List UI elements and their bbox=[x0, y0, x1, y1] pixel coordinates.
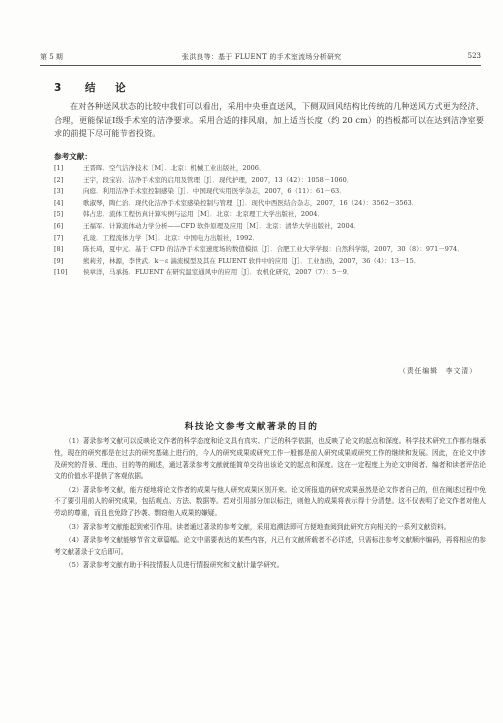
reference-text: 向庭．利用洁净手术室控制感染［J］．中国现代实用医学杂志，2007，6（11）：61－63． bbox=[83, 187, 346, 196]
reference-text: 王宇，段宝岩．洁净手术室的启用及管理［J］．现代护理，2007，13（42）：1058－1060． bbox=[83, 175, 354, 184]
reference-item bbox=[54, 221, 488, 233]
responsible-editor: （责任编辑 李文清） bbox=[399, 367, 477, 375]
issue-label: 第 5 期 bbox=[40, 53, 63, 61]
section-number: 3 bbox=[54, 82, 70, 94]
reference-item bbox=[54, 163, 488, 175]
reference-number: [1] bbox=[54, 164, 64, 172]
reference-item bbox=[54, 198, 488, 210]
references-heading: 参考文献： bbox=[54, 152, 92, 161]
reference-text: 歌淑琴，陶仁治．现代化洁净手术室感染控制与管理［J］．现代中西医结合杂志，2007，16（24）：3562－3563． bbox=[83, 198, 419, 207]
reference-text: 熊莉芳，林源，李世武．k－ε 湍流模型及其在 FLUENT 软件中的应用［J］．工业加热，2007，36（4）：13－15． bbox=[83, 256, 421, 265]
article-title: 科技论文参考文献著录的目的 bbox=[184, 422, 319, 432]
reference-text: 孔珑．工程流体力学［M］．北京：中国电力出版社，1992． bbox=[83, 233, 259, 242]
reference-text: 侯章洋，马承扬．FLUENT 在研究温室通风中的应用［J］．农机化研究，2007（7）：5－9． bbox=[83, 268, 354, 277]
reference-number: [9] bbox=[54, 256, 64, 265]
article-paragraph: （4）著录参考文献能够节省文章篇幅。论文中需要表达的某些内容，凡已有文献所载者不必详述，只需标注参考文献顺序编码，再将相应的参考文献著录于文后即可。 bbox=[54, 535, 486, 556]
reference-text: 陈长琦，夏中元．基于 CFD 的洁净手术室速度场的数值模拟［J］．合肥工业大学学报：自然科学版，2007，30（8）：971－974． bbox=[83, 245, 464, 254]
reference-text: 韩占忠．流体工程仿真计算实例与运用［M］．北京：北京理工大学出版社，2004． bbox=[83, 210, 324, 219]
section-title: 结 论 bbox=[84, 82, 134, 94]
reference-number: [5] bbox=[54, 210, 64, 219]
reference-item bbox=[54, 233, 488, 245]
reference-number: [7] bbox=[54, 233, 64, 242]
reference-list bbox=[54, 163, 488, 279]
reference-number: [3] bbox=[54, 187, 64, 196]
reference-text: 王晋晖．空气洁净技术［M］．北京：机械工业出版社，2006． bbox=[83, 164, 266, 172]
conclusion-paragraph: 在对各种送风状态的比较中我们可以看出，采用中央垂直送风，下侧双回风结构比传统的几种送风方式更为经济、合理，更能保证Ⅰ级手术室的洁净要求。采用合适的排风扇，加上适当长度（约 20 cm）的挡板都可以在达到洁净室要求的前提下尽可能节省投资。 bbox=[54, 101, 484, 139]
article-body bbox=[54, 436, 486, 573]
reference-text: 王福军．计算流体动力学分析——CFD 软件原理及应用［M］．北京：清华大学出版社，2004． bbox=[83, 221, 361, 230]
section-heading bbox=[54, 80, 134, 95]
article-paragraph: （1）著录参考文献可以反映论文作者的科学态度和论文具有真实、广泛的科学依据，也反映了论文的起点和深度。科学技术研究工作都有继承性，现在的研究都是在过去的研究基础上进行的，今人的研究成果或研究工作一般都是前人研究成果或研究工作的继续和发展。因此，在论文中涉及研究的背景、理由、目的等的阐述，通过著录参考文献就能简单交待出该论文的起点和深度。这在一定程度上为论文审阅者、编者和读者评估论文的价值水平提供了客观依据。 bbox=[54, 437, 486, 481]
reference-number: [4] bbox=[54, 198, 64, 207]
header-rule bbox=[40, 65, 481, 66]
reference-number: [6] bbox=[54, 221, 64, 230]
reference-item bbox=[54, 267, 488, 279]
page-number: 523 bbox=[467, 52, 481, 60]
reference-item bbox=[54, 175, 488, 187]
reference-item bbox=[54, 256, 488, 268]
reference-number: [10] bbox=[54, 268, 68, 277]
reference-number: [2] bbox=[54, 175, 64, 184]
running-title: 张洪良等：基于 FLUENT 的手术室流场分析研究 bbox=[182, 53, 342, 61]
article-paragraph: （2）著录参考文献，能方便地将论文作者的成果与他人研究成果区别开来。论文所报道的研究成果虽然是论文作者自己的，但在阐述过程中免不了要引用前人的研究成果，包括观点、方法、数据等。若对引用部分加以标注，则他人的成果将表示得十分清楚。这不仅表明了论文作者对他人劳动的尊重，而且也免除了抄袭、剽窃他人成果的嫌疑。 bbox=[54, 485, 486, 518]
reference-item bbox=[54, 244, 488, 256]
reference-item bbox=[54, 209, 488, 221]
reference-item bbox=[54, 186, 488, 198]
article-paragraph: （5）著录参考文献有助于科技情报人员进行情报研究和文献计量学研究。 bbox=[65, 560, 284, 569]
article-paragraph: （3）著录参考文献能起到索引作用。读者通过著录的参考文献，采用追溯法即可方便地查阅到此研究方向相关的一系列文献资料。 bbox=[65, 522, 451, 531]
page-header bbox=[40, 52, 481, 64]
reference-number: [8] bbox=[54, 245, 64, 254]
